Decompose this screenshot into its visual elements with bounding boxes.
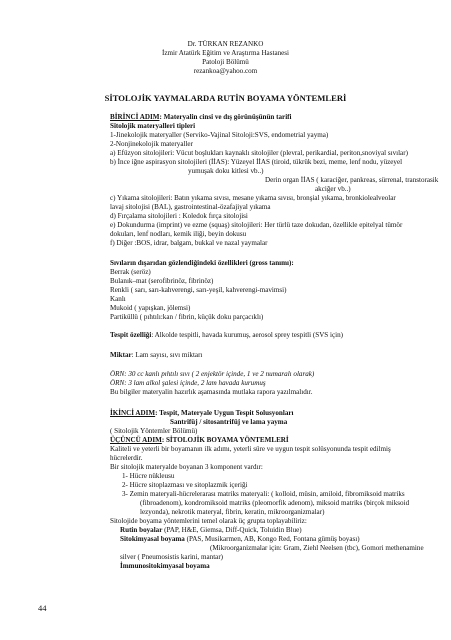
section-heading-2: İKİNCİ ADIM: Tespit, Materyale Uygun Tespit Solusyonları xyxy=(110,409,294,417)
list-item: 3- Zemin materyali-hücrelerarası matriks materyali: ( kolloid, müsin, amiloid, fibromiksoid matriks xyxy=(122,490,405,498)
text-line: (Mikroorganizmalar için: Gram, Ziehl Neelsen (tbc), Gomori methenamine xyxy=(210,544,424,552)
example-line: ÖRN: 30 cc kanlı pıhtılı sıvı ( 2 enjektör içinde, 1 ve 2 numaralı olarak) xyxy=(110,370,315,378)
text-line: Derin organ İİAS ( karaciğer, pankreas, sürrenal, transtorasik xyxy=(265,176,439,184)
text-line: lezyonda), nekrotik materyal, fibrin, keratin, mikroorganizmalar) xyxy=(140,508,325,516)
section-heading-3: ÜÇÜNCÜ ADIM: SİTOLOJİK BOYAMA YÖNTEMLERİ xyxy=(110,436,289,444)
stain-group-cytochemical: Sitokimyasal boyama (PAS, Musikarmen, AB, Kongo Red, Fontana gümüş boyası) xyxy=(120,535,360,543)
text-line: silver ( Pneumosistis karini, mantar) xyxy=(120,553,224,561)
text-line: hücrelerdir. xyxy=(110,454,143,462)
text-line: Kaliteli ve yeterli bir boyamanın ilk adımı, yeterli süre ve uygun tespit solüsyonunda tespit edilmiş xyxy=(110,445,391,453)
text-line: f) Diğer :BOS, idrar, balgam, bukkal ve nazal yaymalar xyxy=(110,239,268,247)
subheading: Sıvıların dışarıdan gözlendiğindeki özellikleri (gross tanımı): xyxy=(110,259,294,267)
text-line: Mukoid ( yapışkan, jölemsi) xyxy=(110,304,191,312)
email: rezankoa@yahoo.com xyxy=(193,67,258,75)
text-line: a) Efüzyon sitolojileri: Vücut boşlukları kaynaklı sitolojiler (plevral, perikardial, periton,snoviyal sıvılar) xyxy=(110,149,408,157)
stain-group-immuno: İmmunositokimyasal boyama xyxy=(120,562,210,570)
institution: İzmir Atatürk Eğitim ve Araştırma Hastanesi xyxy=(161,49,290,57)
text-line: Bulanık–mat (serofibrinöz, fibrinöz) xyxy=(110,277,214,285)
amount-line: Miktar: Lam sayısı, sıvı miktarı xyxy=(110,351,203,359)
text-line: lavaj sitolojisi (BAL), gastrointestinal-özafajiyal yıkama xyxy=(110,203,271,211)
stain-group-routine: Rutin boyalar (PAP, H&E, Giemsa, Diff-Quick, Toluidin Blue) xyxy=(120,526,302,534)
subheading: Sitolojik materyalleri tipleri xyxy=(110,122,196,130)
text-line: Kanlı xyxy=(110,295,126,303)
list-item: 1- Hücre nükleusu xyxy=(122,472,175,480)
section-heading-1: BİRİNCİ ADIM: Materyalin cinsi ve dış görünüşünün tarifi xyxy=(110,113,292,121)
text-line: ( Sitolojik Yöntemler Bölümü) xyxy=(110,427,198,435)
page-number: 44 xyxy=(38,603,47,613)
text-line: (fibroadenom), kondromiksoid matriks (pleomorfik adenom), miksoid matriks (birçok miksoid xyxy=(140,499,410,507)
text-line: Bu bilgiler materyalin hazırlık aşamasında mutlaka rapora yazılmalıdır. xyxy=(110,388,313,396)
text-line: d) Fırçalama sitolojileri : Koledok fırça sitolojisi xyxy=(110,212,248,220)
page-title: SİTOLOJİK YAYMALARDA RUTİN BOYAMA YÖNTEMLERİ xyxy=(104,93,347,103)
text-line: Renkli ( sarı, sarı-kahverengi, sarı-yeşil, kahverengi-mavimsi) xyxy=(110,286,287,294)
text-line: Sitolojide boyama yöntemlerini temel olarak üç grupta toplayabiliriz: xyxy=(110,517,307,525)
text-line: akciğer vb..) xyxy=(315,185,351,193)
step-two-label: İKİNCİ ADIM xyxy=(110,409,156,417)
example-line: ÖRN: 3 lam alkol şalesi içinde, 2 lam havada kurumuş xyxy=(110,379,266,387)
text-line: 2-Nonjinekolojik materyaller xyxy=(110,140,193,148)
text-line: Bir sitolojik materyalde boyanan 3 komponent vardır: xyxy=(110,463,263,471)
text-line: b) İnce iğne aspirasyon sitolojileri (İİAS): Yüzeyel İİAS (tiroid, tükrük bezi, meme, lenf nodu, yüzeyel xyxy=(110,158,403,166)
text-line: dokuları, lenf nodları, kemik iliği, beyin dokusu xyxy=(110,230,247,238)
list-item: 2- Hücre sitoplazması ve sitoplazmik içeriği xyxy=(122,481,248,489)
step-three-label: ÜÇÜNCÜ ADIM xyxy=(110,436,162,444)
fixation-line: Tespit özelliği: Alkolde tespitli, havada kurumuş, aerosol sprey tespitli (SVS için) xyxy=(110,331,344,339)
author-name: Dr. TÜRKAN REZANKO xyxy=(187,40,264,48)
text-line: Partiküllü ( pıhtılı:kan / fibrin, küçük doku parçacıklı) xyxy=(110,313,264,321)
text-line: yumuşak doku kitlesi vb..) xyxy=(188,167,264,175)
text-line: e) Dokundurma (imprint) ve ezme (squaş) sitolojileri: Her türlü taze dokudan, özellikle epitelyal tümör xyxy=(110,221,403,229)
text-line: Berrak (seröz) xyxy=(110,268,151,276)
text-line: c) Yıkama sitolojileri: Batın yıkama sıvısı, mesane yıkama sıvısı, bronşial yıkama, bronkiolealveolar xyxy=(110,194,396,202)
department: Patoloji Bölümü xyxy=(202,58,249,66)
step-one-label: BİRİNCİ ADIM xyxy=(110,113,160,121)
text-line: 1-Jinekolojik materyaller (Serviko-Vajinal Sitoloji:SVS, endometrial yayma) xyxy=(110,131,329,139)
subheading: Santrifüj / sitosantrifüj ve lama yayma xyxy=(170,418,288,426)
